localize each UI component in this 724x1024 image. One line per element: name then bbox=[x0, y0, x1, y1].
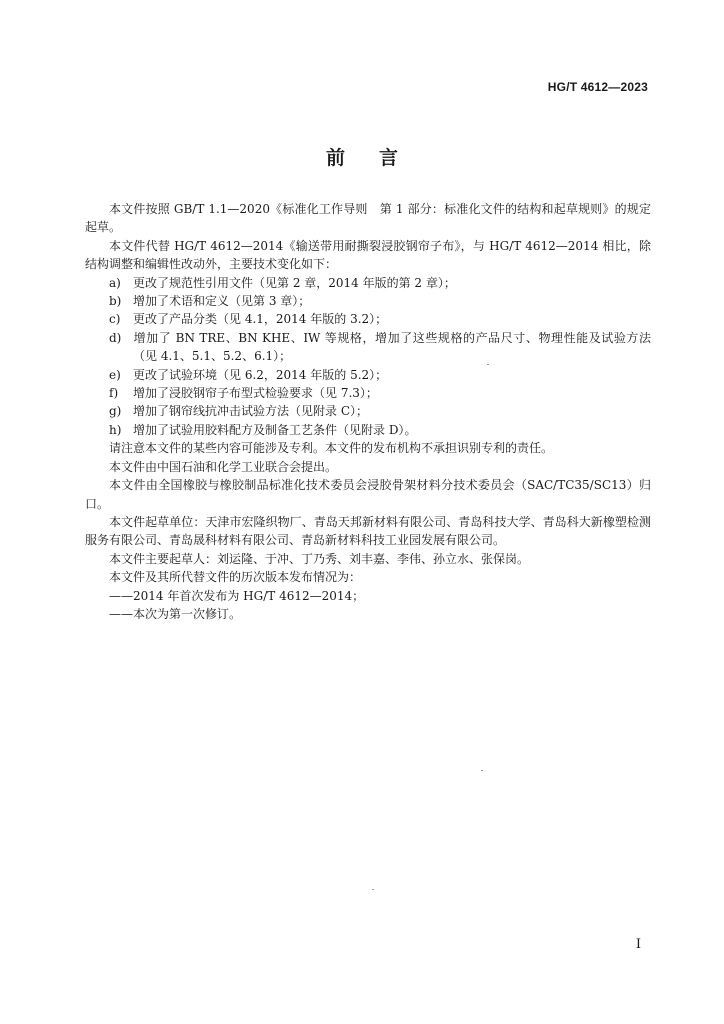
list-item-text: 增加了 BN TRE、BN KHE、IW 等规格，增加了这些规格的产品尺寸、物理性能及试验方法（见 4.1、5.1、5.2、6.1）； bbox=[133, 330, 651, 364]
list-item bbox=[85, 402, 651, 420]
list-marker: a) bbox=[109, 275, 121, 290]
list-item-text: 增加了浸胶钢帘子布型式检验要求（见 7.3）； bbox=[133, 386, 378, 401]
scan-speck bbox=[481, 770, 483, 771]
history-item: ——2014 年首次发布为 HG/T 4612—2014； bbox=[109, 588, 365, 603]
list-item-text: 更改了试验环境（见 6.2，2014 年版的 5.2）； bbox=[133, 367, 388, 382]
list-item bbox=[85, 329, 651, 366]
list-marker: c) bbox=[109, 312, 121, 327]
patent-notice: 请注意本文件的某些内容可能涉及专利。本文件的发布机构不承担识别专利的责任。 bbox=[109, 441, 554, 456]
list-marker: f) bbox=[109, 386, 119, 401]
list-item bbox=[85, 310, 651, 328]
list-marker: g) bbox=[109, 404, 122, 419]
list-item-text: 增加了钢帘线抗冲击试验方法（见附录 C）； bbox=[133, 404, 368, 419]
list-item bbox=[85, 421, 651, 439]
history-item: ——本次为第一次修订。 bbox=[109, 606, 242, 621]
intro-paragraph: 本文件按照 GB/T 1.1—2020《标准化工作导则 第 1 部分：标准化文件的结构和起草规则》的规定起草。 bbox=[85, 202, 651, 235]
page-title: 前言 bbox=[325, 147, 432, 169]
committee-paragraph: 本文件由全国橡胶与橡胶制品标准化技术委员会浸胶骨架材料分技术委员会（SAC/TC35/SC13）归口。 bbox=[85, 478, 651, 511]
list-marker: h) bbox=[109, 422, 122, 437]
list-marker: e) bbox=[109, 367, 121, 382]
scan-speck bbox=[372, 889, 374, 890]
history-intro-paragraph: 本文件及其所代替文件的历次版本发布情况为： bbox=[109, 570, 362, 585]
drafting-units-paragraph: 本文件起草单位：天津市宏隆织物厂、青岛天邦新材料有限公司、青岛科技大学、青岛科大新橡塑检测服务有限公司、青岛晟科材料有限公司、青岛新材料科技工业园发展有限公司。 bbox=[85, 514, 651, 548]
list-item bbox=[85, 384, 651, 402]
intro-paragraph: 本文件代替 HG/T 4612—2014《输送带用耐撕裂浸胶钢帘子布》，与 HG/T 4612—2014 相比，除结构调整和编辑性改动外，主要技术变化如下： bbox=[85, 238, 651, 272]
page-number: I bbox=[635, 937, 641, 952]
list-item bbox=[85, 274, 651, 292]
changes-list bbox=[85, 274, 651, 440]
list-item-text: 增加了术语和定义（见第 3 章）； bbox=[133, 294, 311, 309]
scan-speck bbox=[487, 364, 489, 365]
foreword-body bbox=[85, 200, 651, 623]
list-item-text: 增加了试验用胶料配方及制备工艺条件（见附录 D）。 bbox=[133, 422, 417, 437]
list-item bbox=[85, 366, 651, 384]
list-marker: d) bbox=[109, 330, 122, 345]
drafters-paragraph: 本文件主要起草人：刘运隆、于冲、丁乃秀、刘丰嘉、李伟、孙立水、张保岗。 bbox=[109, 551, 530, 566]
list-marker: b) bbox=[109, 294, 122, 309]
list-item bbox=[85, 292, 651, 310]
standard-code: HG/T 4612—2023 bbox=[547, 80, 648, 94]
list-item-text: 更改了产品分类（见 4.1，2014 年版的 3.2）； bbox=[133, 312, 388, 327]
list-item-text: 更改了规范性引用文件（见第 2 章，2014 年版的第 2 章）； bbox=[133, 275, 456, 290]
proposer-paragraph: 本文件由中国石油和化学工业联合会提出。 bbox=[109, 459, 338, 474]
